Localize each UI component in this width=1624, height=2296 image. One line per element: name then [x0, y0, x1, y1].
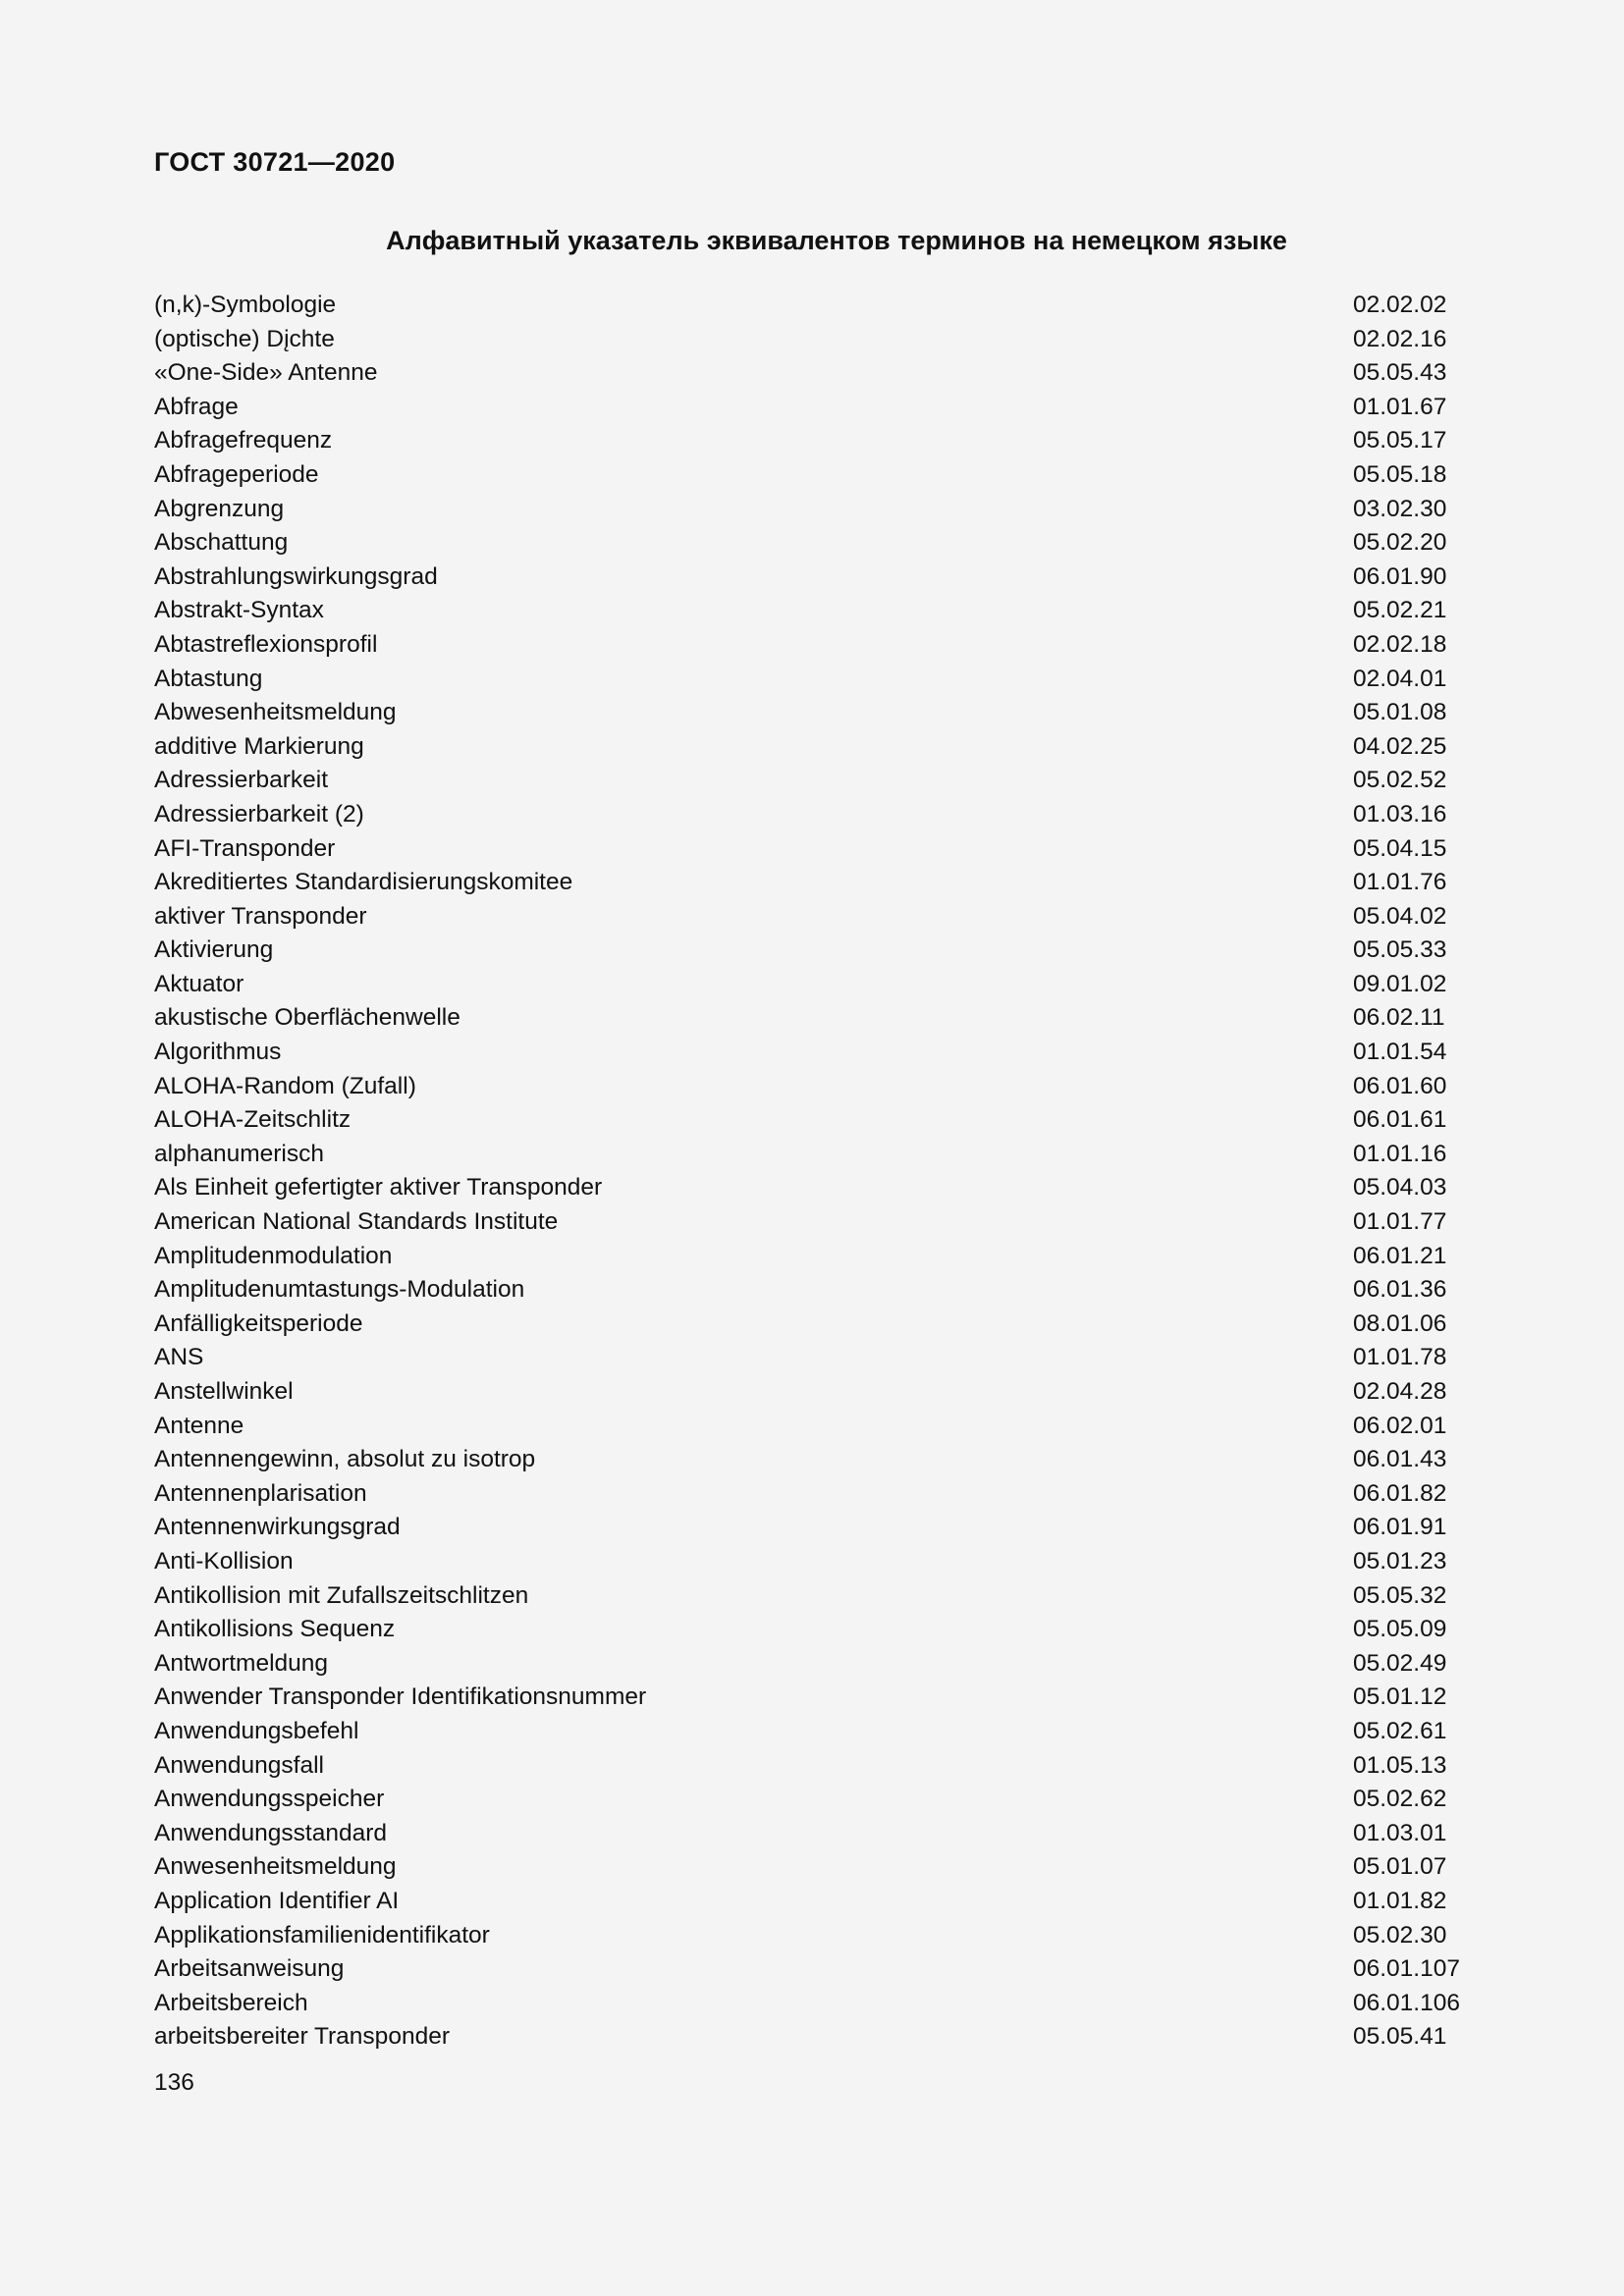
entry-term: Anti-Kollision	[154, 1547, 294, 1575]
entry-term: AFI-Transponder	[154, 834, 336, 862]
index-entry	[154, 323, 1470, 357]
entry-code: 05.01.08	[1353, 699, 1447, 726]
entry-term: arbeitsbereiter Transponder	[154, 2023, 450, 2051]
index-entry	[154, 934, 1470, 968]
entry-code: 06.01.82	[1353, 1479, 1447, 1507]
entry-code: 06.01.60	[1353, 1072, 1447, 1099]
entry-code: 01.05.13	[1353, 1751, 1447, 1779]
entry-term: Anfälligkeitsperiode	[154, 1309, 363, 1337]
entry-code: 05.02.62	[1353, 1786, 1447, 1813]
entry-code: 01.03.16	[1353, 800, 1447, 828]
index-entry	[154, 866, 1470, 900]
entry-term: Antenne	[154, 1412, 244, 1439]
entry-term: Anstellwinkel	[154, 1378, 294, 1405]
entry-term: Antikollisions Sequenz	[154, 1616, 396, 1643]
entry-term: Aktuator	[154, 970, 244, 997]
entry-term: Application Identifier AI	[154, 1887, 400, 1914]
entry-term: (n,k)-Symbologie	[154, 292, 337, 318]
entry-code: 06.01.107	[1353, 1955, 1460, 1983]
index-entry	[154, 1715, 1470, 1749]
entry-term: Adressierbarkeit (2)	[154, 800, 364, 828]
entry-term: American National Standards Institute	[154, 1208, 559, 1236]
index-entry	[154, 1749, 1470, 1784]
index-entry	[154, 900, 1470, 934]
entry-term: ALOHA-Random (Zufall)	[154, 1072, 416, 1099]
entry-code: 05.05.41	[1353, 2023, 1447, 2051]
index-entry	[154, 458, 1470, 493]
index-entry	[154, 424, 1470, 458]
index-entry	[154, 1070, 1470, 1104]
index-entry	[154, 1817, 1470, 1851]
entry-code: 06.01.90	[1353, 562, 1447, 590]
index-entry	[154, 1647, 1470, 1682]
entry-term: Abtastung	[154, 665, 263, 692]
entry-term: Abgrenzung	[154, 495, 285, 522]
entry-code: 01.01.67	[1353, 393, 1447, 420]
index-entry	[154, 968, 1470, 1002]
entry-code: 05.02.52	[1353, 767, 1447, 794]
entry-code: 05.04.03	[1353, 1174, 1447, 1201]
index-entry	[154, 1410, 1470, 1444]
entry-code: 05.04.15	[1353, 834, 1447, 862]
entry-code: 02.02.02	[1353, 292, 1447, 318]
entry-code: 05.01.12	[1353, 1683, 1447, 1711]
entry-code: 06.02.11	[1353, 1004, 1445, 1032]
index-entry	[154, 356, 1470, 391]
entry-code: 06.01.91	[1353, 1514, 1447, 1541]
entry-code: 01.01.82	[1353, 1887, 1447, 1914]
index-entry	[154, 628, 1470, 663]
entry-term: Antennenwirkungsgrad	[154, 1514, 401, 1541]
entry-code: 01.01.77	[1353, 1208, 1447, 1236]
entry-term: Abtastreflexionsprofil	[154, 630, 378, 658]
entry-code: 06.01.36	[1353, 1276, 1447, 1304]
entry-code: 06.02.01	[1353, 1412, 1447, 1439]
index-entry	[154, 730, 1470, 765]
entry-term: Akreditiertes Standardisierungskomitee	[154, 869, 573, 896]
index-entry	[154, 1341, 1470, 1375]
entry-term: Abfragefrequenz	[154, 427, 333, 454]
entry-code: 02.02.16	[1353, 325, 1447, 352]
index-entry	[154, 2020, 1470, 2055]
index-entry	[154, 1613, 1470, 1647]
entry-term: Amplitudenumtastungs-Modulation	[154, 1276, 525, 1304]
entry-term: Algorithmus	[154, 1039, 282, 1066]
entry-term: Abschattung	[154, 529, 289, 557]
entry-term: Anwesenheitsmeldung	[154, 1853, 397, 1881]
entry-term: ALOHA-Zeitschlitz	[154, 1106, 352, 1134]
index-entry	[154, 764, 1470, 798]
index-entry	[154, 1952, 1470, 1987]
index-entry	[154, 1103, 1470, 1138]
entry-code: 04.02.25	[1353, 732, 1447, 760]
entry-code: 05.04.02	[1353, 902, 1447, 930]
entry-term: Abstrahlungswirkungsgrad	[154, 562, 438, 590]
page-number: 136	[154, 2069, 194, 2096]
index-entry	[154, 663, 1470, 697]
index-entry	[154, 1919, 1470, 1953]
entry-code: 06.01.43	[1353, 1446, 1447, 1473]
index-entry	[154, 1987, 1470, 2021]
index-entry	[154, 1579, 1470, 1614]
index-entry	[154, 391, 1470, 425]
entry-term: «One-Side» Antenne	[154, 359, 378, 387]
entry-term: Abfrageperiode	[154, 460, 319, 488]
index-entry	[154, 1138, 1470, 1172]
index-entry	[154, 1001, 1470, 1036]
entry-term: Arbeitsbereich	[154, 1989, 308, 2016]
index-entry	[154, 1205, 1470, 1240]
entry-term: aktiver Transponder	[154, 902, 367, 930]
index-entry	[154, 1308, 1470, 1342]
entry-code: 05.02.30	[1353, 1921, 1447, 1949]
entry-code: 05.05.18	[1353, 460, 1447, 488]
entry-code: 05.05.43	[1353, 359, 1447, 387]
entry-code: 02.02.18	[1353, 630, 1447, 658]
entry-term: Adressierbarkeit	[154, 767, 329, 794]
entry-term: Abfrage	[154, 393, 239, 420]
entry-term: Anwendungsspeicher	[154, 1786, 385, 1813]
index-entry	[154, 1511, 1470, 1545]
index-entry	[154, 1885, 1470, 1919]
document-header: ГОСТ 30721—2020	[154, 147, 396, 177]
entry-term: alphanumerisch	[154, 1140, 324, 1167]
entry-term: Anwendungsbefehl	[154, 1717, 359, 1744]
index-entry	[154, 798, 1470, 832]
entry-code: 03.02.30	[1353, 495, 1447, 522]
entry-code: 05.05.09	[1353, 1616, 1447, 1643]
entry-term: (optische) Dįchte	[154, 325, 335, 352]
entry-code: 05.05.32	[1353, 1581, 1447, 1609]
entry-code: 01.01.16	[1353, 1140, 1447, 1167]
entry-term: Amplitudenmodulation	[154, 1242, 393, 1269]
entry-term: Antwortmeldung	[154, 1649, 329, 1677]
entry-code: 05.05.33	[1353, 936, 1447, 964]
entry-term: Applikationsfamilienidentifikator	[154, 1921, 490, 1949]
index-entry	[154, 1681, 1470, 1715]
entry-term: Aktivierung	[154, 936, 274, 964]
entry-term: ANS	[154, 1344, 204, 1371]
entry-code: 06.01.61	[1353, 1106, 1447, 1134]
index-entry	[154, 1375, 1470, 1410]
entry-code: 06.01.106	[1353, 1989, 1460, 2016]
entry-code: 02.04.01	[1353, 665, 1447, 692]
index-entry	[154, 1171, 1470, 1205]
entry-code: 05.01.07	[1353, 1853, 1447, 1881]
index-entry	[154, 1850, 1470, 1885]
entry-code: 06.01.21	[1353, 1242, 1447, 1269]
entry-code: 05.02.61	[1353, 1717, 1447, 1744]
entry-code: 05.02.21	[1353, 597, 1447, 624]
entry-term: Abwesenheitsmeldung	[154, 699, 397, 726]
index-entry	[154, 1036, 1470, 1070]
index-entry	[154, 493, 1470, 527]
entry-code: 05.01.23	[1353, 1547, 1447, 1575]
entry-code: 01.01.76	[1353, 869, 1447, 896]
index-entry	[154, 696, 1470, 730]
index-entry	[154, 1240, 1470, 1274]
entry-term: Antennenplarisation	[154, 1479, 367, 1507]
entry-term: Anwendungsstandard	[154, 1819, 388, 1846]
entry-code: 05.02.20	[1353, 529, 1447, 557]
entry-code: 05.05.17	[1353, 427, 1447, 454]
index-entry	[154, 1477, 1470, 1512]
entry-term: akustische Oberflächenwelle	[154, 1004, 460, 1032]
index-entry	[154, 1545, 1470, 1579]
entry-code: 08.01.06	[1353, 1309, 1447, 1337]
entry-code: 01.01.78	[1353, 1344, 1447, 1371]
index-entry	[154, 561, 1470, 595]
entry-term: Abstrakt-Syntax	[154, 597, 324, 624]
index-entry	[154, 289, 1470, 323]
entry-term: Antikollision mit Zufallszeitschlitzen	[154, 1581, 529, 1609]
index-entry	[154, 594, 1470, 628]
entry-term: Anwender Transponder Identifikationsnummer	[154, 1683, 647, 1711]
entry-code: 02.04.28	[1353, 1378, 1447, 1405]
entry-code: 01.01.54	[1353, 1039, 1447, 1066]
index-entry	[154, 1783, 1470, 1817]
entry-code: 09.01.02	[1353, 970, 1447, 997]
index-entry	[154, 832, 1470, 867]
term-index-list	[154, 289, 1470, 2055]
entry-term: Arbeitsanweisung	[154, 1955, 345, 1983]
entry-term: Antennengewinn, absolut zu isotrop	[154, 1446, 536, 1473]
entry-term: Als Einheit gefertigter aktiver Transponder	[154, 1174, 603, 1201]
entry-code: 01.03.01	[1353, 1819, 1447, 1846]
index-entry	[154, 526, 1470, 561]
index-entry	[154, 1443, 1470, 1477]
index-entry	[154, 1273, 1470, 1308]
entry-code: 05.02.49	[1353, 1649, 1447, 1677]
entry-term: additive Markierung	[154, 732, 364, 760]
entry-term: Anwendungsfall	[154, 1751, 324, 1779]
index-title: Алфавитный указатель эквивалентов терминов на немецком языке	[386, 226, 1287, 255]
